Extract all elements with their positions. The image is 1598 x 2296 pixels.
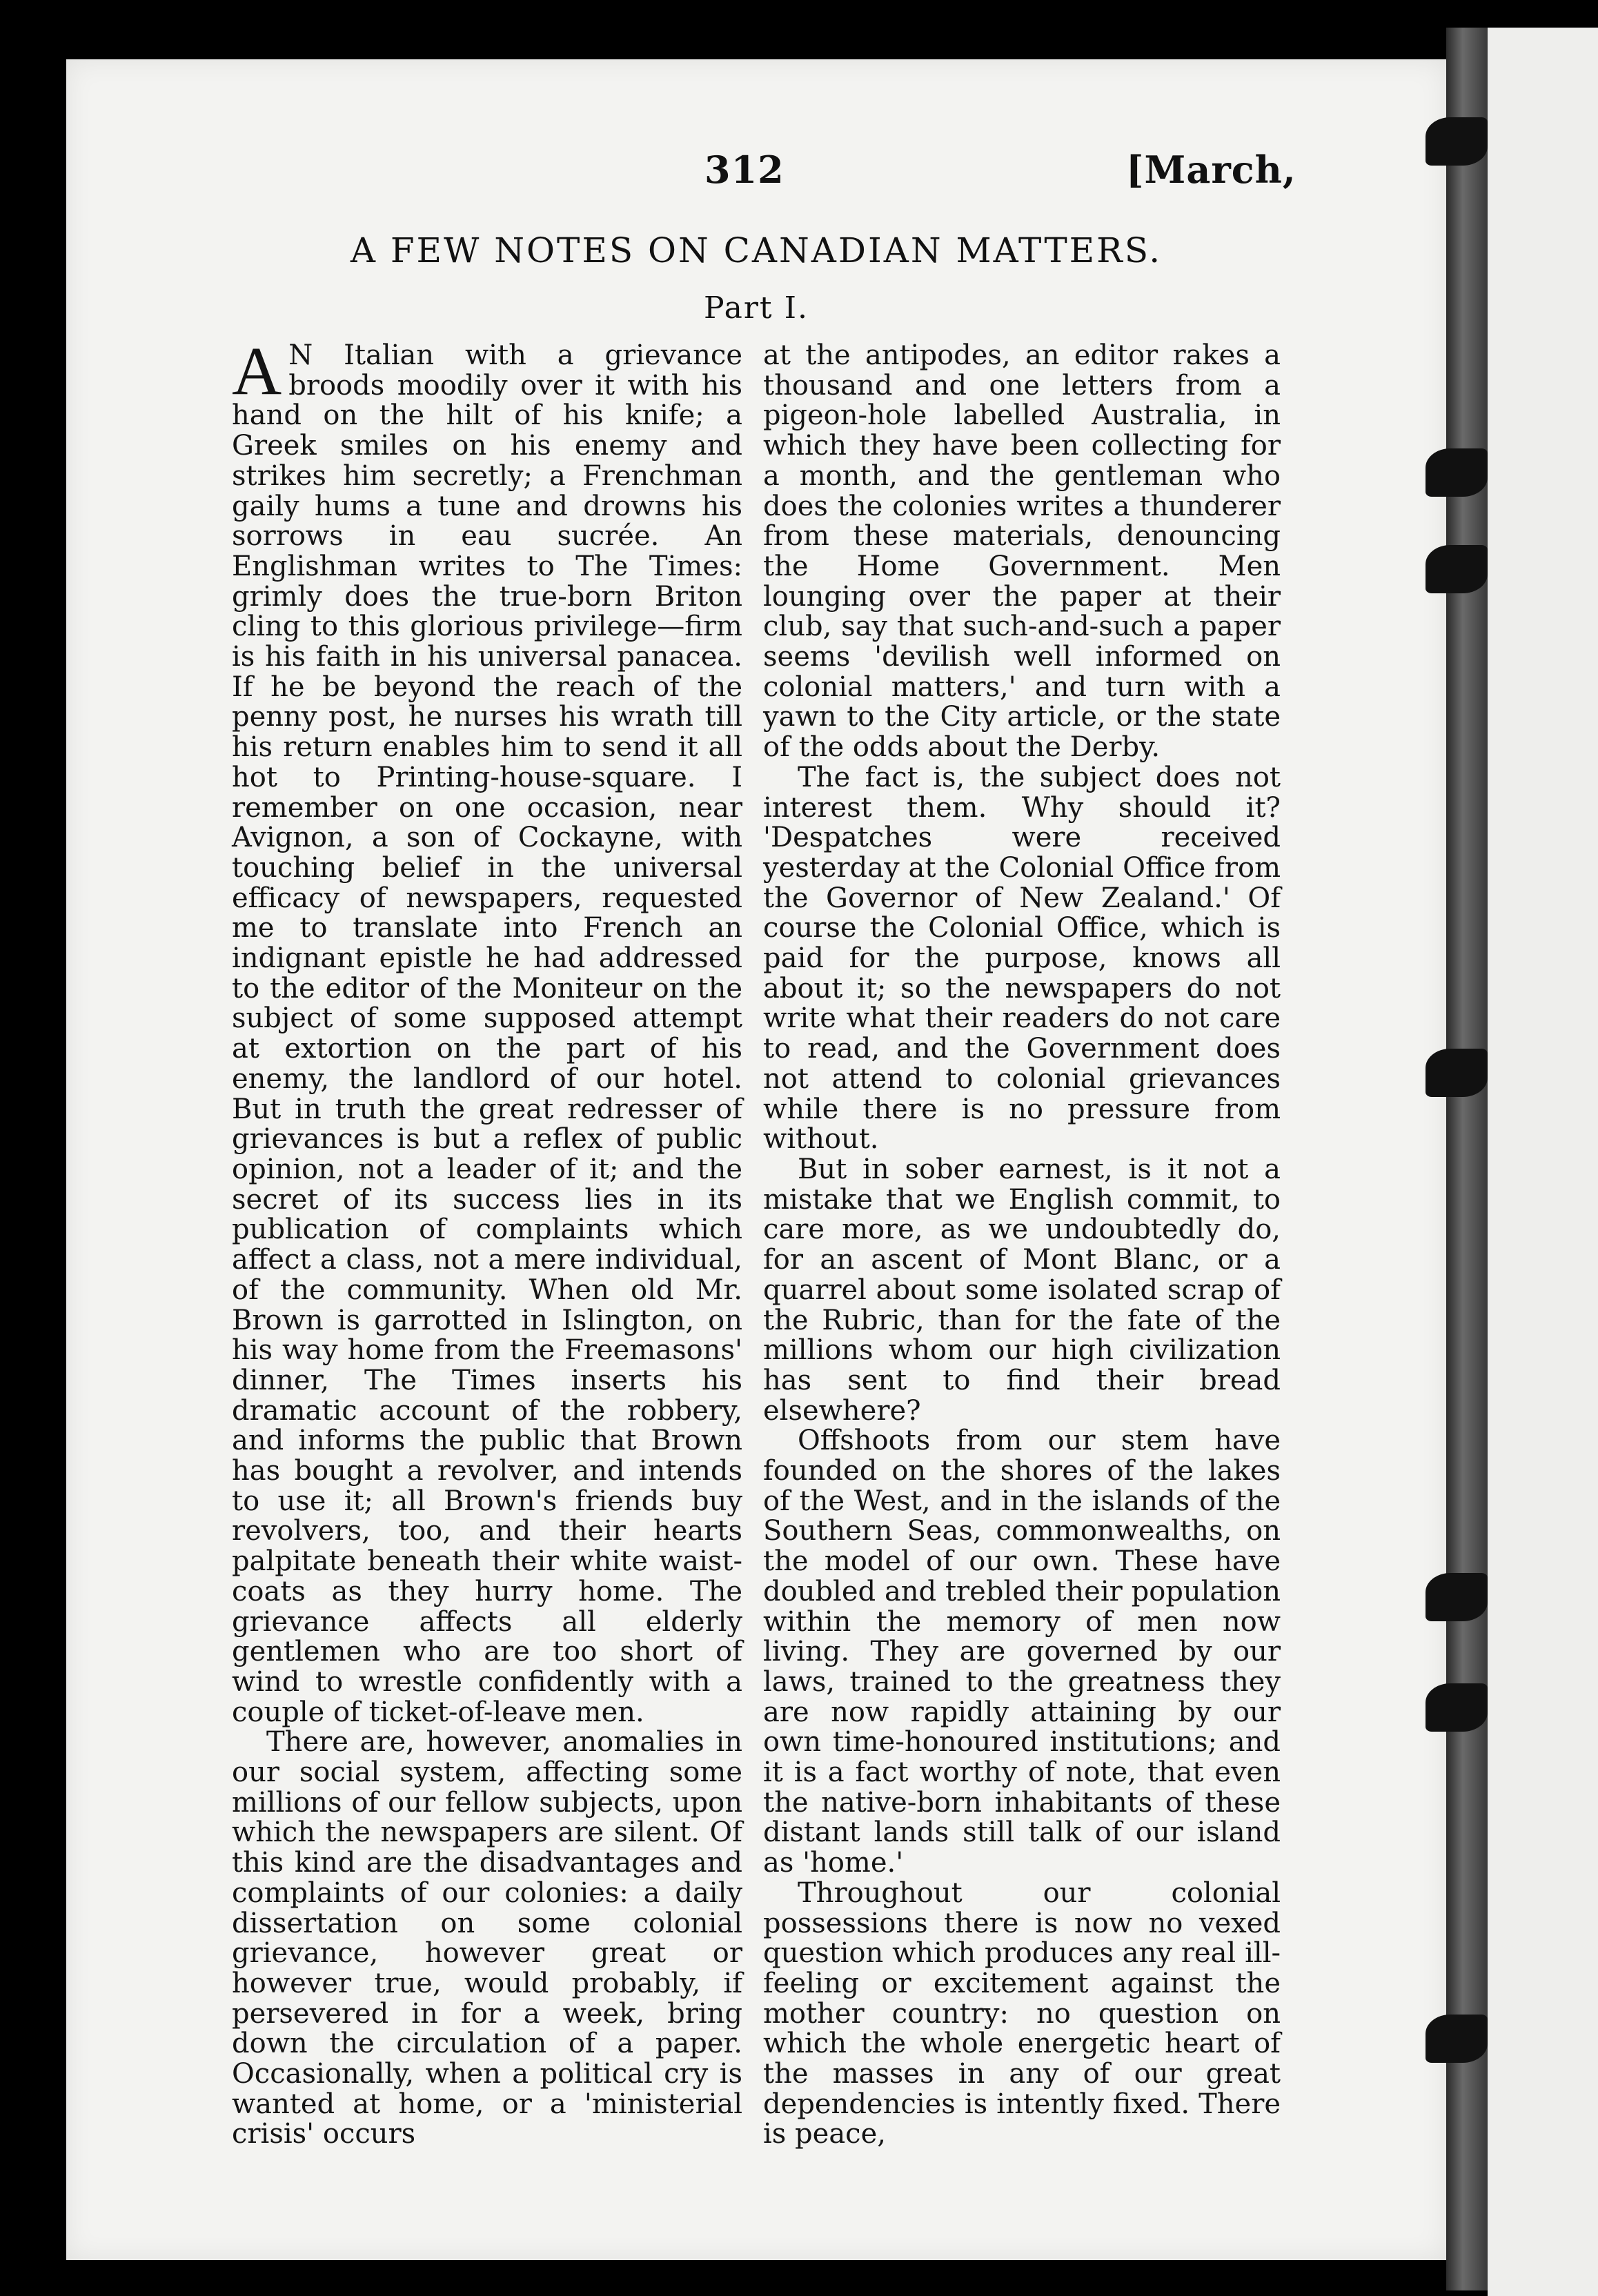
paragraph: The fact is, the subject does not interest them. Why should it? 'Despatches were received yesterday at the Colonial Office from the Governor of New Zealand.' Of course the Colonial Office, which is paid for the purpose, knows all about it; so the newspapers do not write what their readers do not care to read, and the Government does not attend to colonial grievances while there is no pressure from without. [763,761,1281,1156]
binding-stitch [1426,1683,1488,1732]
paragraph-text: N Italian with a grievance broods moodily over it with his hand on the hilt of his knife; a Greek smiles on his enemy and strikes him secretly; a Frenchman gaily hums a tune and drowns his sorrows in eau sucrée. An Englishman writes to The Times: grimly does the true-born Briton cling to this glorious privilege—firm is his faith in his universal panacea. If he be beyond the reach of the penny post, he nurses his wrath till his return enables him to send it all hot to Printing-house-square. I remember on one occasion, near Avignon, a son of Cockayne, with touching belief in the universal efficacy of newspapers, requested me to translate into French an indignant epistle he had addressed to the editor of the Moniteur on the subject of some supposed attempt at extortion on the part of his enemy, the landlord of our hotel. But in truth the great redresser of grievances is but a reflex of public opinion, not a leader of it; and the secret of its success lies in its publication of complaints which affect a class, not a mere individual, of the community. When old Mr. Brown is garrotted in Islington, on his way home from the Freemasons' dinner, The Times inserts his dramatic account of the robbery, and informs the public that Brown has bought a revolver, and intends to use it; all Brown's friends buy revolvers, too, and their hearts palpitate beneath their white waist-coats as they hurry home. The grievance affects all elderly gentlemen who are too short of wind to wrestle confidently with a couple of ticket-of-leave men. [232,339,742,1728]
paragraph: Offshoots from our stem have founded on the shores of the lakes of the West, and in the islands of the Southern Seas, commonwealths, on the model of our own. These have doubled and trebled their population within the memory of men now living. They are governed by our laws, trained to the greatness they are now rapidly attaining by our own time-honoured institutions; and it is a fact worthy of note, that even the native-born inhabitants of these distant lands still talk of our island as 'home.' [763,1425,1281,1879]
article-part: Part I. [704,290,809,326]
book-page [66,59,1446,2260]
binding-stitch [1426,1573,1488,1621]
paragraph [232,333,742,1728]
article-title: A FEW NOTES ON CANADIAN MATTERS. [350,230,1163,270]
paragraph: But in sober earnest, is it not a mistake that we English commit, to care more, as we undoubtedly do, for an ascent of Mont Blanc, or a quarrel about some isolated scrap of the Rubric, than for the fate of the millions whom our high civilization has sent to find their bread elsewhere? [763,1153,1281,1427]
paragraph: There are, however, anomalies in our social system, affecting some millions of our fellow subjects, upon which the newspapers are silent. Of this kind are the disadvantages and complaints of our colonies: a daily dissertation on some colonial grievance, however great or however true, would probably, if persevered in for a week, bring down the circulation of a paper. Occasionally, when a political cry is wanted at home, or a 'ministerial crisis' occurs [232,1726,742,2150]
binding-stitch [1426,448,1488,497]
drop-cap: A [232,333,282,409]
paragraph: at the antipodes, an editor rakes a thousand and one letters from a pigeon-hole labelled Australia, in which they have been collecting for a month, and the gentleman who does the colonies writes a thunderer from these materials, denouncing the Home Government. Men lounging over the paper at their club, say that such-and-such a paper seems 'devilish well informed on colonial matters,' and turn with a yawn to the City article, or the state of the odds about the Derby. [763,339,1281,764]
facing-page-edge [1488,28,1598,2296]
binding-stitch [1426,1049,1488,1097]
binding-stitch [1426,545,1488,593]
text-column-right [763,341,1281,2150]
binding-stitch [1426,2015,1488,2063]
page-number: 312 [704,148,785,192]
running-head: [March, [1126,148,1296,192]
binding-stitch [1426,117,1488,166]
book-binding [1446,28,1488,2290]
text-column-left [232,333,742,2150]
paragraph: Throughout our colonial possessions there is now no vexed question which produces any real ill-feeling or excitement against the mother country: no question on which the whole energetic heart of the masses in any of our great dependencies is intently fixed. There is peace, [763,1877,1281,2150]
